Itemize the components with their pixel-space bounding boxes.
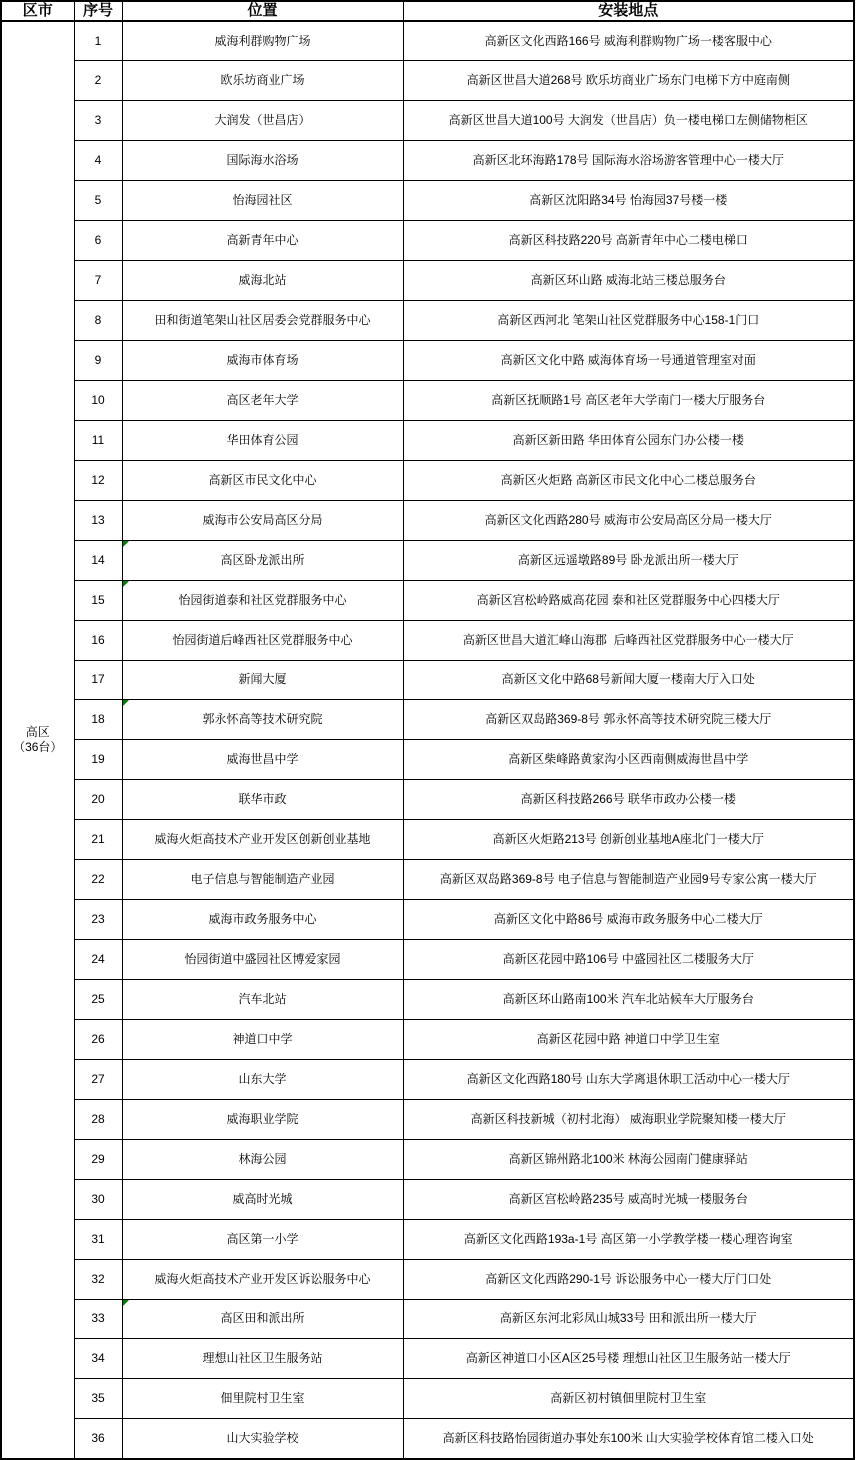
cell-location: 高区卧龙派出所 — [122, 540, 403, 580]
table-row — [1, 1019, 854, 1059]
cell-index: 12 — [74, 460, 122, 500]
cell-location: 新闻大厦 — [122, 660, 403, 700]
cell-index: 19 — [74, 740, 122, 780]
table-row — [1, 21, 854, 61]
table-row — [1, 1299, 854, 1339]
cell-address: 高新区柴峰路黄家沟小区西南侧威海世昌中学 — [403, 740, 854, 780]
table-row — [1, 1099, 854, 1139]
cell-index: 18 — [74, 700, 122, 740]
table-row — [1, 900, 854, 940]
header-row — [1, 1, 854, 21]
cell-address: 高新区沈阳路34号 怡海园37号楼一楼 — [403, 181, 854, 221]
cell-location: 怡园街道泰和社区党群服务中心 — [122, 580, 403, 620]
cell-address: 高新区世昌大道汇峰山海郡 后峰西社区党群服务中心一楼大厅 — [403, 620, 854, 660]
cell-index: 6 — [74, 221, 122, 261]
cell-index: 15 — [74, 580, 122, 620]
cell-location: 怡园街道后峰西社区党群服务中心 — [122, 620, 403, 660]
cell-index: 16 — [74, 620, 122, 660]
table-row — [1, 700, 854, 740]
cell-address: 高新区火炬路213号 创新创业基地A座北门一楼大厅 — [403, 820, 854, 860]
cell-address: 高新区北环海路178号 国际海水浴场游客管理中心一楼大厅 — [403, 141, 854, 181]
cell-index: 27 — [74, 1059, 122, 1099]
table-row — [1, 1339, 854, 1379]
cell-location: 威高时光城 — [122, 1179, 403, 1219]
cell-address: 高新区环山路 威海北站三楼总服务台 — [403, 261, 854, 301]
cell-location: 华田体育公园 — [122, 420, 403, 460]
cell-index: 24 — [74, 940, 122, 980]
col-header-location: 位置 — [122, 1, 403, 21]
cell-index: 2 — [74, 61, 122, 101]
cell-location: 威海市公安局高区分局 — [122, 500, 403, 540]
cell-location: 威海职业学院 — [122, 1099, 403, 1139]
cell-address: 高新区神道口小区A区25号楼 理想山社区卫生服务站一楼大厅 — [403, 1339, 854, 1379]
col-header-index: 序号 — [74, 1, 122, 21]
table-row — [1, 540, 854, 580]
cell-location: 威海世昌中学 — [122, 740, 403, 780]
cell-location: 威海火炬高技术产业开发区创新创业基地 — [122, 820, 403, 860]
cell-address: 高新区锦州路北100米 林海公园南门健康驿站 — [403, 1139, 854, 1179]
cell-location: 理想山社区卫生服务站 — [122, 1339, 403, 1379]
cell-index: 1 — [74, 21, 122, 61]
cell-index: 13 — [74, 500, 122, 540]
cell-location: 电子信息与智能制造产业园 — [122, 860, 403, 900]
cell-location: 威海火炬高技术产业开发区诉讼服务中心 — [122, 1259, 403, 1299]
table-row — [1, 380, 854, 420]
cell-address: 高新区新田路 华田体育公园东门办公楼一楼 — [403, 420, 854, 460]
table-row — [1, 980, 854, 1020]
cell-address: 高新区文化西路280号 威海市公安局高区分局一楼大厅 — [403, 500, 854, 540]
district-count: （36台） — [13, 739, 63, 754]
cell-address: 高新区文化西路180号 山东大学离退休职工活动中心一楼大厅 — [403, 1059, 854, 1099]
cell-index: 22 — [74, 860, 122, 900]
table-row — [1, 1059, 854, 1099]
cell-index: 11 — [74, 420, 122, 460]
cell-address: 高新区火炬路 高新区市民文化中心二楼总服务台 — [403, 460, 854, 500]
cell-address: 高新区西河北 笔架山社区党群服务中心158-1门口 — [403, 301, 854, 341]
table-row — [1, 101, 854, 141]
cell-address: 高新区抚顺路1号 高区老年大学南门一楼大厅服务台 — [403, 380, 854, 420]
cell-address: 高新区世昌大道100号 大润发（世昌店）负一楼电梯口左侧储物柜区 — [403, 101, 854, 141]
cell-index: 7 — [74, 261, 122, 301]
cell-address: 高新区科技路266号 联华市政办公楼一楼 — [403, 780, 854, 820]
cell-index: 23 — [74, 900, 122, 940]
cell-location: 国际海水浴场 — [122, 141, 403, 181]
cell-address: 高新区科技新城（初村北海） 威海职业学院聚知楼一楼大厅 — [403, 1099, 854, 1139]
cell-index: 25 — [74, 980, 122, 1020]
table-row — [1, 181, 854, 221]
cell-location: 神道口中学 — [122, 1019, 403, 1059]
cell-address: 高新区宫松岭路235号 威高时光城一楼服务台 — [403, 1179, 854, 1219]
cell-index: 21 — [74, 820, 122, 860]
table-row — [1, 341, 854, 381]
comment-triangle-icon — [123, 700, 129, 706]
cell-address: 高新区文化西路166号 威海利群购物广场一楼客服中心 — [403, 21, 854, 61]
cell-address: 高新区双岛路369-8号 郭永怀高等技术研究院三楼大厅 — [403, 700, 854, 740]
table-row — [1, 1259, 854, 1299]
cell-index: 36 — [74, 1419, 122, 1459]
col-header-district: 区市 — [1, 1, 74, 21]
cell-address: 高新区花园中路 神道口中学卫生室 — [403, 1019, 854, 1059]
table-body — [1, 21, 854, 1459]
cell-address: 高新区环山路南100米 汽车北站候车大厅服务台 — [403, 980, 854, 1020]
cell-address: 高新区双岛路369-8号 电子信息与智能制造产业园9号专家公寓一楼大厅 — [403, 860, 854, 900]
cell-index: 17 — [74, 660, 122, 700]
cell-index: 35 — [74, 1379, 122, 1419]
cell-address: 高新区文化中路 威海体育场一号通道管理室对面 — [403, 341, 854, 381]
cell-location: 佃里院村卫生室 — [122, 1379, 403, 1419]
cell-location: 高新区市民文化中心 — [122, 460, 403, 500]
col-header-address: 安装地点 — [403, 1, 854, 21]
table-row — [1, 221, 854, 261]
table-row — [1, 1379, 854, 1419]
district-name: 高区 — [25, 724, 50, 739]
cell-index: 14 — [74, 540, 122, 580]
table-row — [1, 141, 854, 181]
cell-address: 高新区世昌大道268号 欧乐坊商业广场东门电梯下方中庭南侧 — [403, 61, 854, 101]
cell-location: 欧乐坊商业广场 — [122, 61, 403, 101]
cell-location: 高区田和派出所 — [122, 1299, 403, 1339]
table-row — [1, 860, 854, 900]
cell-index: 29 — [74, 1139, 122, 1179]
cell-index: 20 — [74, 780, 122, 820]
cell-index: 34 — [74, 1339, 122, 1379]
cell-address: 高新区花园中路106号 中盛园社区二楼服务大厅 — [403, 940, 854, 980]
table-row — [1, 1179, 854, 1219]
table-row — [1, 460, 854, 500]
table-row — [1, 301, 854, 341]
cell-index: 4 — [74, 141, 122, 181]
cell-location: 林海公园 — [122, 1139, 403, 1179]
cell-address: 高新区文化中路86号 威海市政务服务中心二楼大厅 — [403, 900, 854, 940]
cell-address: 高新区文化西路290-1号 诉讼服务中心一楼大厅门口处 — [403, 1259, 854, 1299]
cell-index: 33 — [74, 1299, 122, 1339]
comment-triangle-icon — [123, 1300, 129, 1306]
cell-address: 高新区文化中路68号新闻大厦一楼南大厅入口处 — [403, 660, 854, 700]
cell-index: 30 — [74, 1179, 122, 1219]
cell-location: 高区第一小学 — [122, 1219, 403, 1259]
table-row — [1, 620, 854, 660]
table-row — [1, 261, 854, 301]
cell-index: 8 — [74, 301, 122, 341]
comment-triangle-icon — [123, 541, 129, 547]
table-row — [1, 61, 854, 101]
cell-address: 高新区宫松岭路威高花园 泰和社区党群服务中心四楼大厅 — [403, 580, 854, 620]
cell-location: 联华市政 — [122, 780, 403, 820]
district-cell — [1, 21, 74, 1459]
cell-index: 28 — [74, 1099, 122, 1139]
table-row — [1, 1419, 854, 1459]
cell-address: 高新区初村镇佃里院村卫生室 — [403, 1379, 854, 1419]
cell-index: 31 — [74, 1219, 122, 1259]
cell-location: 山东大学 — [122, 1059, 403, 1099]
cell-index: 26 — [74, 1019, 122, 1059]
cell-index: 32 — [74, 1259, 122, 1299]
cell-location: 田和街道笔架山社区居委会党群服务中心 — [122, 301, 403, 341]
cell-location: 怡海园社区 — [122, 181, 403, 221]
cell-location: 郭永怀高等技术研究院 — [122, 700, 403, 740]
cell-location: 威海市体育场 — [122, 341, 403, 381]
cell-index: 10 — [74, 380, 122, 420]
comment-triangle-icon — [123, 581, 129, 587]
cell-location: 威海利群购物广场 — [122, 21, 403, 61]
cell-location: 高新青年中心 — [122, 221, 403, 261]
table-row — [1, 420, 854, 460]
cell-index: 5 — [74, 181, 122, 221]
table-row — [1, 1139, 854, 1179]
cell-location: 汽车北站 — [122, 980, 403, 1020]
cell-location: 威海市政务服务中心 — [122, 900, 403, 940]
table-row — [1, 660, 854, 700]
cell-address: 高新区远遥墩路89号 卧龙派出所一楼大厅 — [403, 540, 854, 580]
table-row — [1, 740, 854, 780]
table-row — [1, 820, 854, 860]
table-row — [1, 500, 854, 540]
cell-address: 高新区文化西路193a-1号 高区第一小学教学楼一楼心理咨询室 — [403, 1219, 854, 1259]
cell-location: 高区老年大学 — [122, 380, 403, 420]
cell-address: 高新区东河北彩凤山城33号 田和派出所一楼大厅 — [403, 1299, 854, 1339]
cell-index: 3 — [74, 101, 122, 141]
cell-address: 高新区科技路怡园街道办事处东100米 山大实验学校体育馆二楼入口处 — [403, 1419, 854, 1459]
table-row — [1, 780, 854, 820]
cell-location: 怡园街道中盛园社区博爱家园 — [122, 940, 403, 980]
table-row — [1, 1219, 854, 1259]
cell-location: 威海北站 — [122, 261, 403, 301]
cell-location: 大润发（世昌店） — [122, 101, 403, 141]
cell-index: 9 — [74, 341, 122, 381]
cell-location: 山大实验学校 — [122, 1419, 403, 1459]
table-row — [1, 580, 854, 620]
table-row — [1, 940, 854, 980]
cell-address: 高新区科技路220号 高新青年中心二楼电梯口 — [403, 221, 854, 261]
